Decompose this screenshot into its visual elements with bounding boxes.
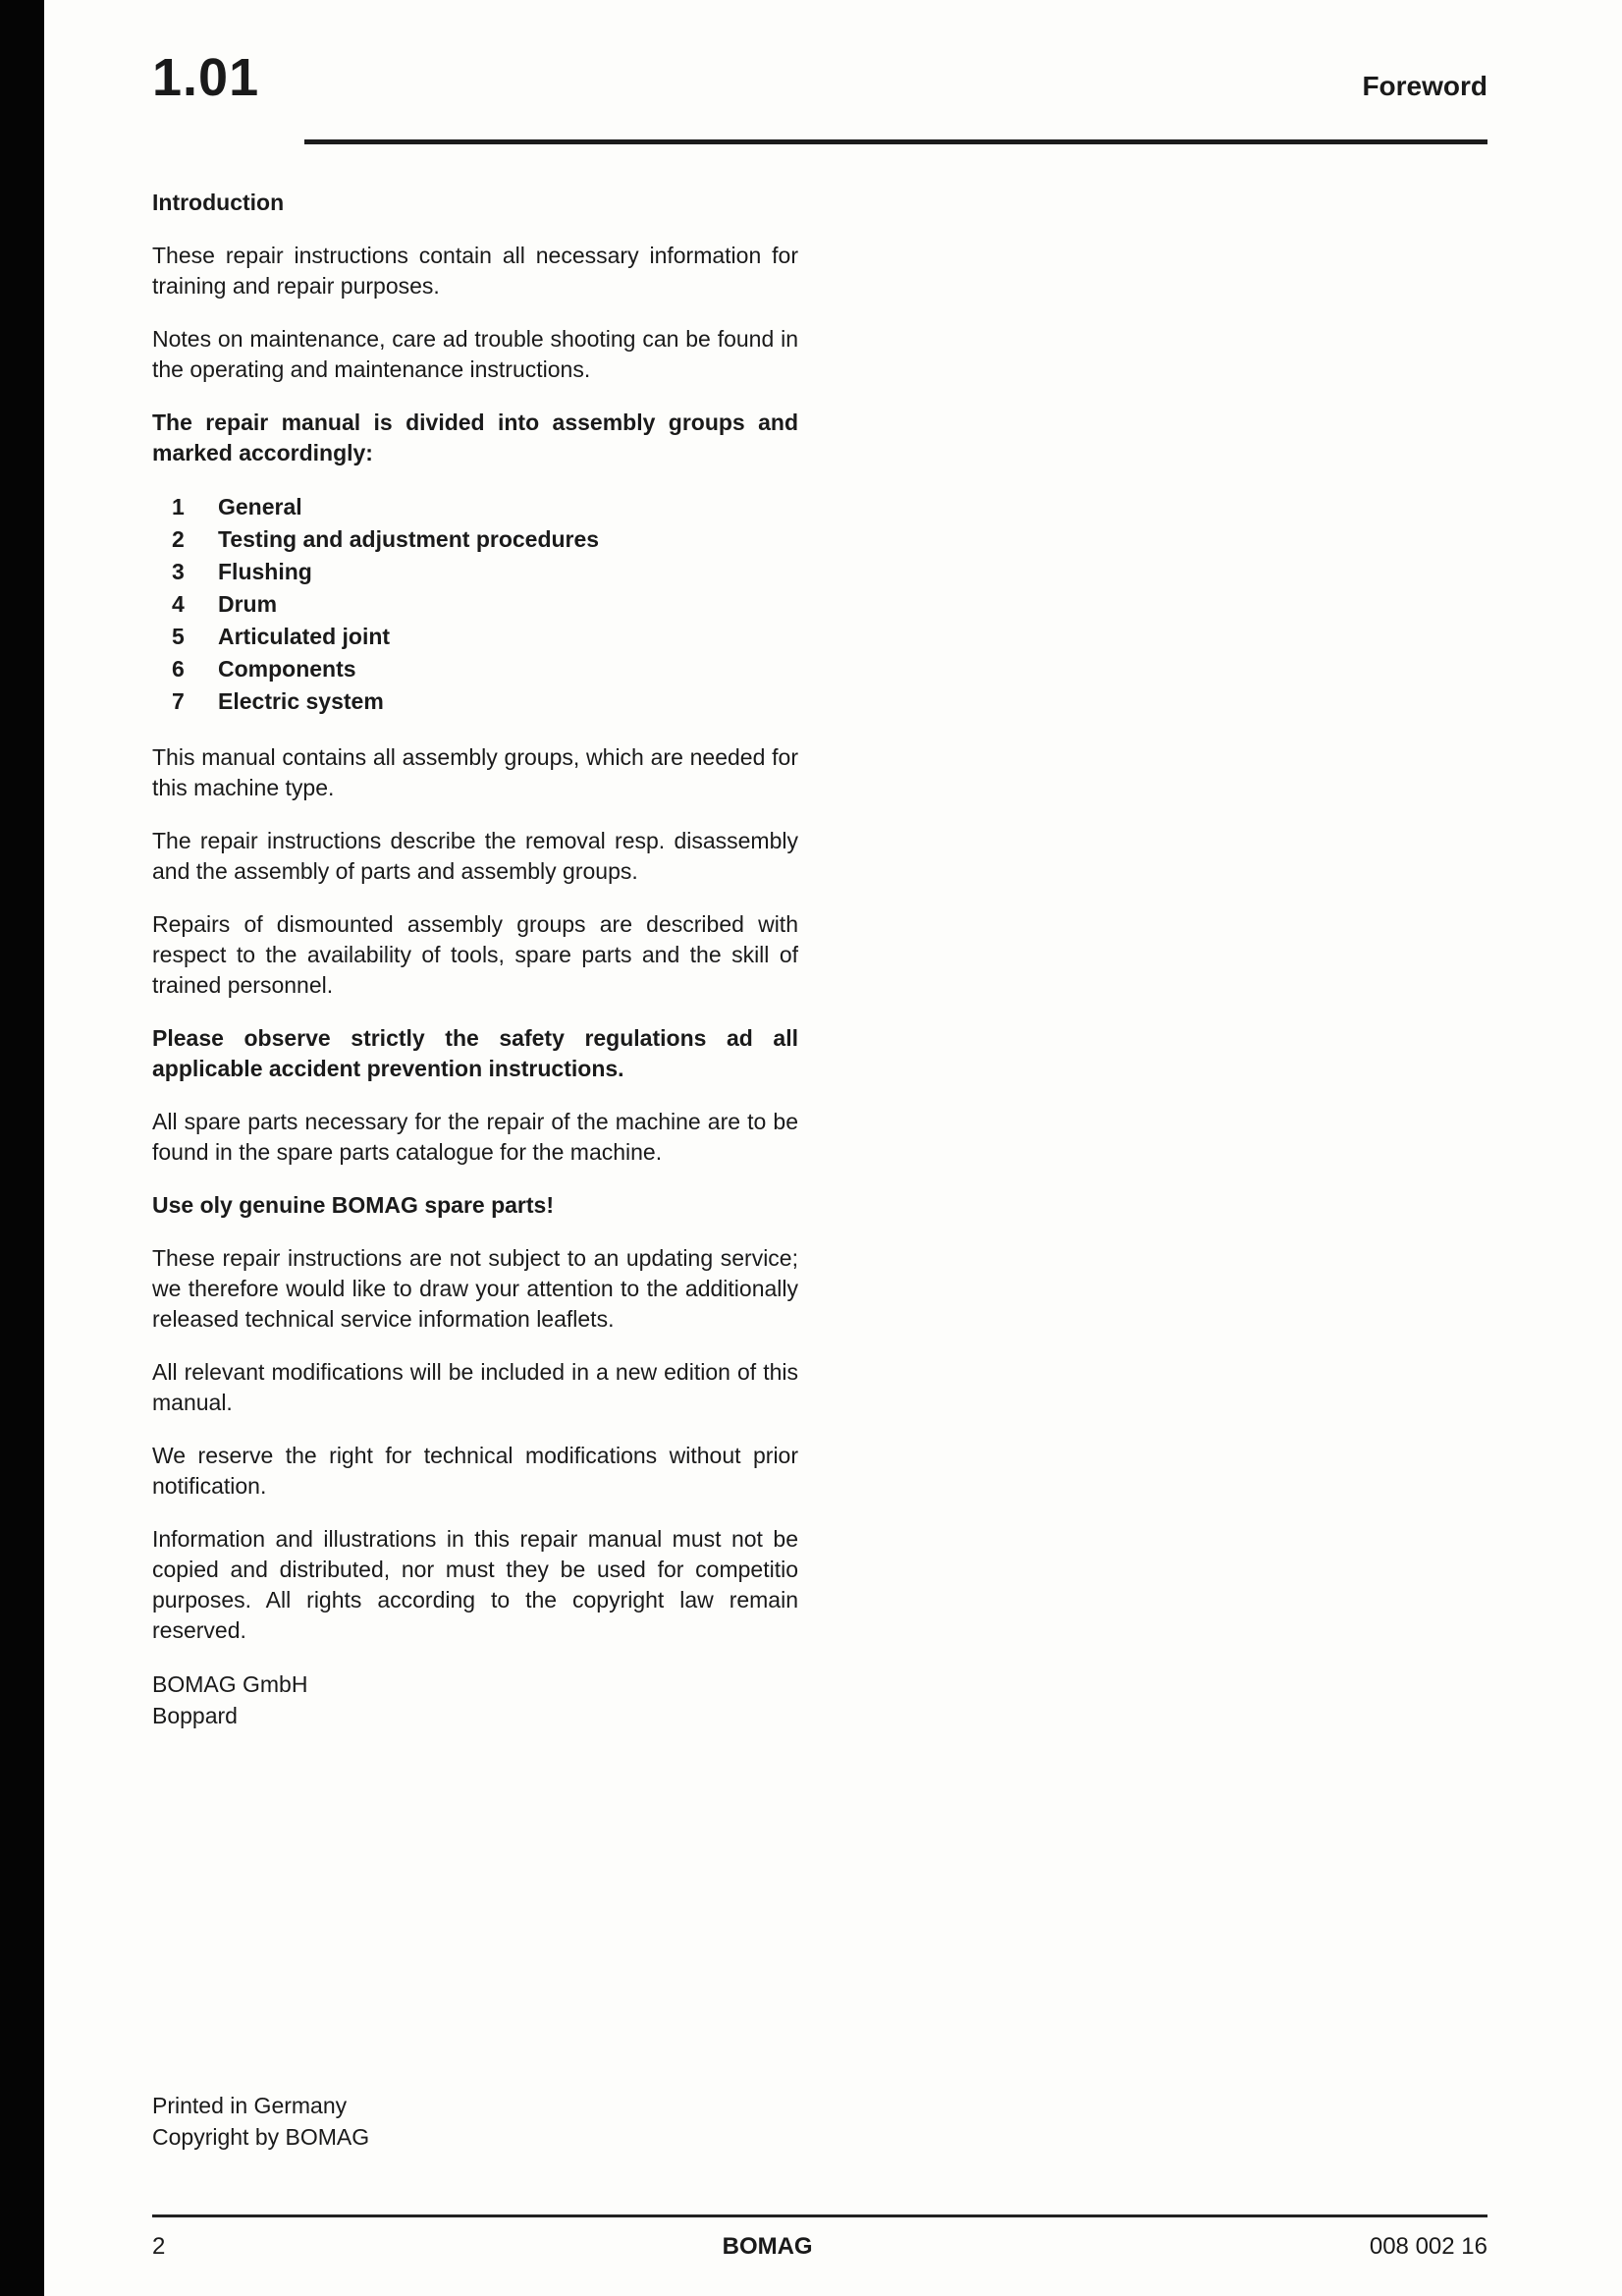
imprint-block	[152, 2090, 369, 2153]
group-label: Drum	[218, 591, 278, 617]
company-city: Boppard	[152, 1703, 238, 1728]
group-label: General	[218, 494, 302, 519]
copyright-line: Copyright by BOMAG	[152, 2124, 370, 2150]
assembly-group-item	[172, 588, 798, 621]
group-label: Components	[218, 656, 356, 682]
group-number: 3	[172, 559, 185, 584]
describe-paragraph: The repair instructions describe the removal resp. disassembly and the assembly of parts and assembly groups.	[152, 828, 798, 884]
group-number: 2	[172, 526, 185, 552]
brand-name: BOMAG	[722, 2233, 813, 2260]
body-column	[152, 188, 798, 1731]
group-number: 4	[172, 591, 185, 617]
footer-row	[152, 2233, 1487, 2261]
copyright-paragraph: Information and illustrations in this repair manual must not be copied and distributed, nor must they be used for competitio purposes. All rights according to the copyright law remain reserved.	[152, 1526, 798, 1643]
intro-heading: Introduction	[152, 190, 285, 215]
contents-paragraph: This manual contains all assembly groups, which are needed for this machine type.	[152, 744, 798, 800]
group-number: 6	[172, 656, 185, 682]
modifications-paragraph: All relevant modifications will be included in a new edition of this manual.	[152, 1359, 798, 1415]
document-number: 008 002 16	[1369, 2233, 1487, 2260]
group-label: Articulated joint	[218, 624, 391, 649]
intro-paragraph-1: These repair instructions contain all necessary information for training and repair purposes.	[152, 243, 798, 299]
assembly-group-item	[172, 523, 798, 556]
assembly-group-item	[172, 556, 798, 588]
assembly-group-item	[172, 621, 798, 653]
page-header	[0, 0, 1622, 144]
assembly-group-item	[172, 491, 798, 523]
company-name: BOMAG GmbH	[152, 1671, 308, 1697]
printed-in-line: Printed in Germany	[152, 2093, 348, 2118]
footer-rule	[152, 2214, 1487, 2217]
assembly-group-item	[172, 685, 798, 718]
section-title: Foreword	[1362, 71, 1487, 101]
group-label: Electric system	[218, 688, 384, 714]
section-number: 1.01	[152, 48, 260, 107]
assembly-group-item	[172, 653, 798, 685]
company-block	[152, 1668, 798, 1731]
repairs-paragraph: Repairs of dismounted assembly groups are described with respect to the availability of tools, spare parts and the skill of trained personnel.	[152, 911, 798, 998]
genuine-parts-heading: Use oly genuine BOMAG spare parts!	[152, 1192, 554, 1218]
intro-paragraph-2: Notes on maintenance, care ad trouble shooting can be found in the operating and maintenance instructions.	[152, 326, 798, 382]
safety-heading: Please observe strictly the safety regulations ad all applicable accident prevention instructions.	[152, 1025, 798, 1081]
group-label: Testing and adjustment procedures	[218, 526, 600, 552]
division-heading: The repair manual is divided into assembly groups and marked accordingly:	[152, 410, 798, 465]
group-number: 5	[172, 624, 185, 649]
updating-service-paragraph: These repair instructions are not subject to an updating service; we therefore would like to draw your attention to the additionally released technical service information leaflets.	[152, 1245, 798, 1332]
assembly-group-list	[152, 491, 798, 718]
page-number: 2	[152, 2233, 166, 2260]
header-row	[152, 47, 1487, 108]
reserve-right-paragraph: We reserve the right for technical modifications without prior notification.	[152, 1443, 798, 1499]
header-rule	[304, 139, 1487, 144]
spare-parts-paragraph: All spare parts necessary for the repair of the machine are to be found in the spare parts catalogue for the machine.	[152, 1109, 798, 1165]
group-number: 1	[172, 494, 185, 519]
binding-edge-bar	[0, 0, 44, 2296]
group-number: 7	[172, 688, 185, 714]
group-label: Flushing	[218, 559, 312, 584]
page-footer	[152, 2214, 1487, 2261]
